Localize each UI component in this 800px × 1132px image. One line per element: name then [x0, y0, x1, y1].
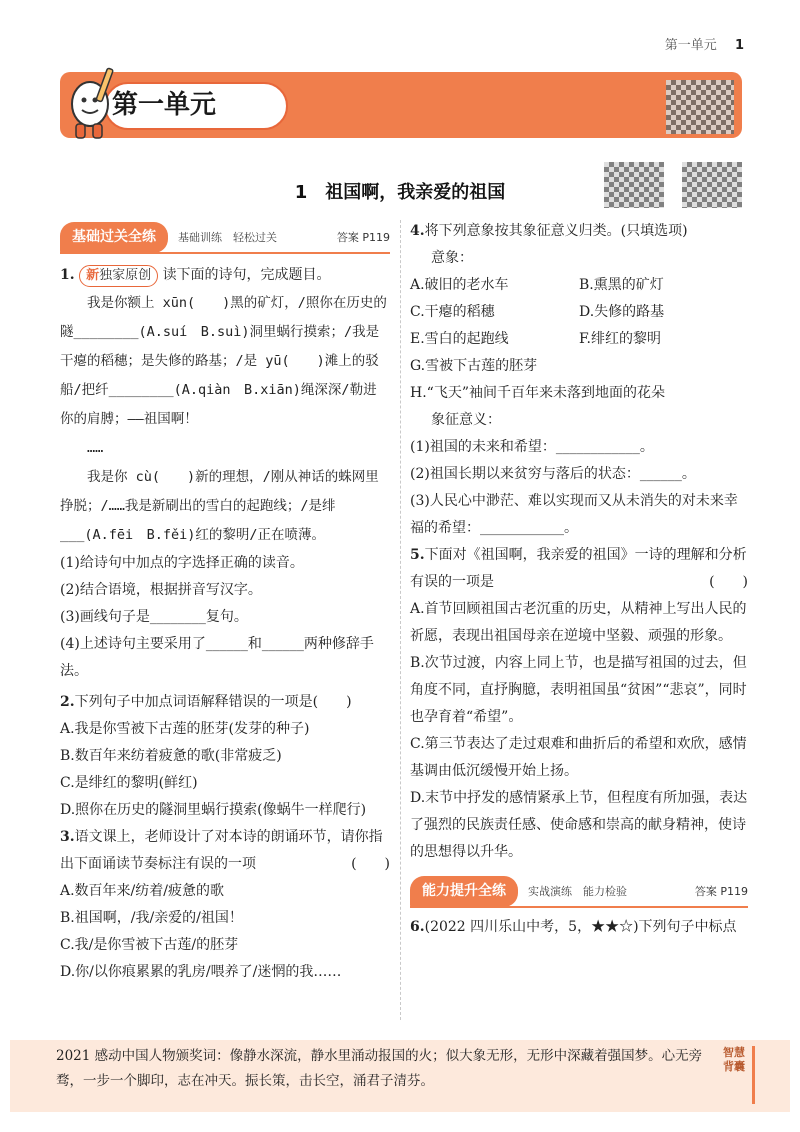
question-stem: 语文课上，老师设计了对本诗的朗诵环节，请你指出下面诵读节奏标注有误的一项: [60, 829, 383, 872]
question-3: [60, 824, 390, 878]
option-row: [410, 272, 748, 299]
option-c: C.我/是你雪被下古莲/的胚芽: [60, 937, 239, 953]
option-row: [410, 299, 748, 326]
question-number: 4.: [410, 223, 425, 239]
question-number: 5.: [410, 547, 425, 563]
option-f: F.绯红的黎明: [579, 331, 661, 347]
section-subtitle: 基础训练 轻松过关: [178, 230, 277, 244]
column-divider: [400, 220, 401, 1020]
meaning-label: 象征意义：: [431, 412, 501, 428]
question-6: [410, 914, 748, 941]
images-label: 意象：: [431, 250, 473, 266]
sub-question: (1)给诗句中加点的字选择正确的读音。: [60, 555, 304, 571]
sub-question: (3)画线句子是________复句。: [60, 609, 248, 625]
option-b: B.祖国啊，/我/亲爱的/祖国！: [60, 910, 243, 926]
section-header-basic: [60, 222, 390, 254]
running-header-section: 第一单元: [664, 38, 717, 53]
original-tag: [79, 265, 158, 287]
option-b: B.熏黑的矿灯: [579, 277, 664, 293]
option-c: C.是绯红的黎明(鲜红): [60, 775, 198, 791]
page-number: 1: [734, 38, 744, 53]
tag-text: 独家原创: [99, 268, 152, 283]
option-b: B.次节过渡，内容上同上节，也是描写祖国的过去，但角度不同，直抒胸臆，表明祖国虽“贫困”“悲哀”，同时也孕育着“希望”。: [410, 655, 747, 725]
option-a: A.破旧的老水车: [410, 277, 509, 293]
option-g: G.雪被下古莲的胚芽: [410, 358, 538, 374]
question-number: 6.: [410, 919, 425, 935]
running-header: [665, 34, 744, 53]
unit-title: 第一单元: [112, 90, 217, 120]
left-column: [60, 222, 390, 986]
section-label: 能力提升全练: [410, 876, 518, 907]
answer-bracket: ( ): [351, 856, 390, 872]
option-d: D.失修的路基: [579, 304, 665, 320]
question-stem: (2022 四川乐山中考，5，★★☆)下列句子中标点: [424, 919, 737, 935]
question-number: 1.: [60, 267, 75, 283]
option-d: D.照你在历史的隧洞里蜗行摸索(像蜗牛一样爬行): [60, 802, 367, 818]
option-b: B.数百年来纺着疲惫的歌(非常疲乏): [60, 748, 282, 764]
question-5: [410, 542, 748, 596]
question-stem: 读下面的诗句，完成题目。: [162, 267, 331, 283]
question-stem: 下列句子中加点词语解释错误的一项是( ): [74, 694, 352, 710]
question-number: 3.: [60, 829, 75, 845]
answer-ref: 答案 P119: [336, 230, 390, 244]
new-badge: 新: [86, 268, 100, 283]
option-d: D.你/以你痕累累的乳房/喂养了/迷惘的我……: [60, 964, 342, 980]
poem-excerpt-1: 我是你额上 xūn( )黑的矿灯，/照你在历史的隧________(A.suí B.suì)洞里蜗行摸索；/我是干瘪的稻穗；是失修的路基；/是 yū( )滩上的驳船/把纤________(A.qiàn B.xiān)绳深深/勒进你的肩膊；——祖国啊！: [60, 295, 387, 427]
right-column: [410, 218, 748, 941]
meaning-1: (1)祖国的未来和希望：____________。: [410, 439, 654, 455]
footer-side-bar: [752, 1046, 755, 1104]
question-1: [60, 262, 390, 289]
option-a: A.首节回顾祖国古老沉重的历史，从精神上写出人民的祈愿，表现出祖国母亲在逆境中坚毅、顽强的形象。: [410, 601, 747, 644]
sub-question: (4)上述诗句主要采用了______和______两种修辞手法。: [60, 636, 374, 679]
question-stem: 将下列意象按其象征意义归类。(只填选项): [424, 223, 688, 239]
section-label: 基础过关全练: [60, 222, 168, 253]
qr-code-icon: [666, 80, 734, 134]
poem-excerpt-2: 我是你 cù( )新的理想，/刚从神话的蛛网里挣脱；/……我是新刷出的雪白的起跑线；/是绯___(A.fēi B.fěi)红的黎明/正在喷薄。: [60, 469, 379, 543]
answer-ref: 答案 P119: [694, 884, 748, 898]
footer-side-label: 智慧背囊: [723, 1046, 745, 1073]
option-d: D.末节中抒发的感情紧承上节，但程度有所加强，表达了强烈的民族责任感、使命感和崇高的献身精神，使诗的思想得以升华。: [410, 790, 748, 860]
meaning-3: (3)人民心中渺茫、难以实现而又从未消失的对未来幸福的希望：____________。: [410, 493, 738, 536]
option-row: [410, 326, 748, 353]
question-2: [60, 689, 390, 716]
answer-bracket: ( ): [709, 574, 748, 590]
poem-ellipsis: ……: [87, 440, 104, 456]
meaning-2: (2)祖国长期以来贫穷与落后的状态：______。: [410, 466, 696, 482]
option-a: A.数百年来/纺着/疲惫的歌: [60, 883, 224, 899]
option-c: C.干瘪的稻穗: [410, 304, 495, 320]
sub-question: (2)结合语境，根据拼音写汉字。: [60, 582, 262, 598]
lesson-title: 1 祖国啊，我亲爱的祖国: [294, 182, 506, 203]
option-h: H.“飞天”袖间千百年来未落到地面的花朵: [410, 385, 665, 401]
question-4: [410, 218, 748, 245]
option-a: A.我是你雪被下古莲的胚芽(发芽的种子): [60, 721, 310, 737]
option-e: E.雪白的起跑线: [410, 331, 509, 347]
question-number: 2.: [60, 694, 75, 710]
section-header-advanced: [410, 876, 748, 908]
option-c: C.第三节表达了走过艰难和曲折后的希望和欢欣，感情基调由低沉缓慢开始上扬。: [410, 736, 747, 779]
section-subtitle: 实战演练 能力检验: [528, 884, 627, 898]
question-stem: 下面对《祖国啊，我亲爱的祖国》一诗的理解和分析有误的一项是: [410, 547, 747, 590]
footer-quote: 2021 感动中国人物颁奖词：像静水深流，静水里涌动报国的火；似大象无形，无形中深藏着强国梦。心无旁骛，一步一个脚印，志在冲天。振长策，击长空，涌君子清芬。: [56, 1048, 703, 1089]
